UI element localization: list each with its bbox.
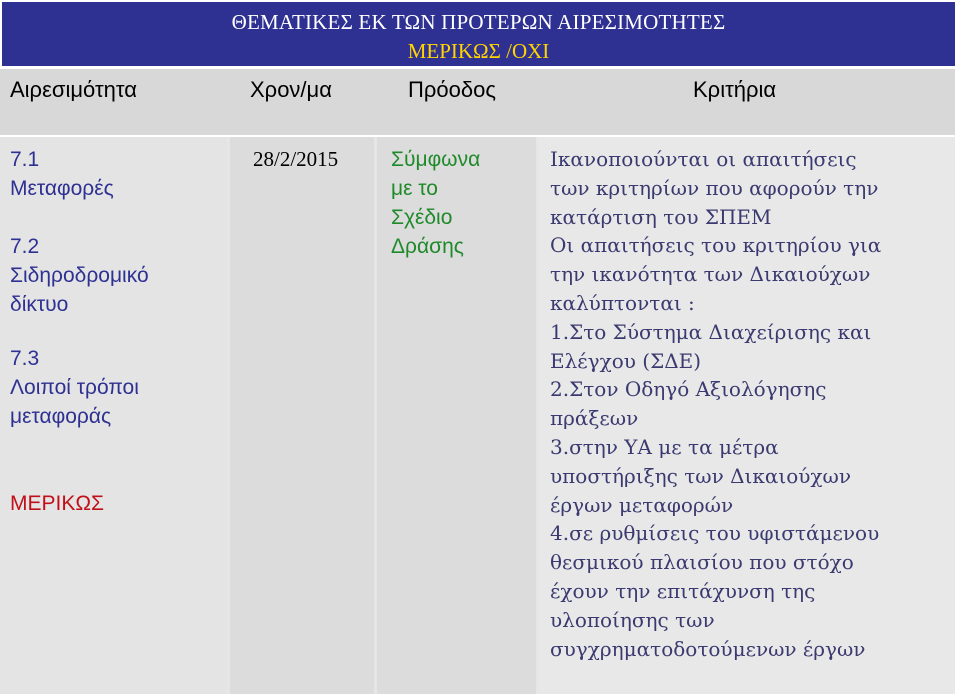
criteria-line: συγχρηματοδοτούμενων έργων (550, 636, 866, 661)
conditionality-line: 7.3 (10, 347, 40, 370)
conditionality-line: 7.1 (10, 148, 40, 171)
criteria-line: πράξεων (550, 406, 639, 431)
criteria-line: κατάρτιση του ΣΠΕΜ (550, 204, 772, 229)
criteria-line: των κριτηρίων που αφορούν την (550, 175, 879, 200)
criteria-line: έχουν την επιτάχυνση της (550, 578, 816, 603)
criteria-line: υποστήριξης των Δικαιούχων (550, 463, 852, 488)
criteria-line: 2.Στον Οδηγό Αξιολόγησης (550, 377, 827, 402)
slide-subtitle: ΜΕΡΙΚΩΣ /ΟΧΙ (407, 39, 550, 63)
progress-line: Σχέδιο (391, 206, 453, 229)
header-criteria: Κριτήρια (693, 77, 777, 102)
header-progress: Πρόοδος (408, 77, 496, 102)
conditionality-line: Μεταφορές (10, 177, 114, 200)
criteria-line: 4.σε ρυθμίσεις του υφιστάμενου (550, 521, 880, 546)
progress-line: Σύμφωνα (391, 148, 481, 171)
criteria-line: θεσμικού πλαισίου που στόχο (550, 550, 854, 575)
header-conditionality: Αιρεσιμότητα (10, 77, 137, 102)
criteria-line: 1.Στο Σύστημα Διαχείρισης και (550, 319, 872, 344)
criteria-line: καλύπτονται : (550, 290, 695, 315)
criteria-line: έργων μεταφορών (550, 492, 734, 517)
progress-line: Δράσης (391, 235, 464, 258)
conditionality-line: μεταφοράς (10, 405, 112, 428)
conditionality-line: Σιδηροδρομικό (10, 264, 149, 287)
progress-line: με το (391, 177, 438, 200)
criteria-line: Οι απαιτήσεις του κριτηρίου για (550, 233, 882, 258)
criteria-line: Ελέγχου (ΣΔΕ) (550, 348, 702, 373)
cell-date (230, 137, 374, 694)
slide-title: ΘΕΜΑΤΙΚΕΣ ΕΚ ΤΩΝ ΠΡΟΤΕΡΩΝ ΑΙΡΕΣΙΜΟΤΗΤΕΣ (231, 10, 726, 34)
criteria-line: την ικανότητα των Δικαιούχων (550, 262, 871, 287)
header-schedule: Χρον/μα (250, 77, 332, 102)
status-badge: ΜΕΡΙΚΩΣ (10, 492, 105, 515)
criteria-line: Ικανοποιούνται οι απαιτήσεις (550, 147, 857, 171)
conditionality-line: Λοιποί τρόποι (10, 376, 139, 399)
table-header-row (0, 69, 955, 135)
conditionality-line: 7.2 (10, 235, 40, 258)
conditionality-line: δίκτυο (10, 293, 69, 316)
criteria-line: 3.στην ΥΑ με τα μέτρα (550, 434, 779, 459)
criteria-text (550, 145, 881, 663)
criteria-line: υλοποίησης των (550, 607, 715, 632)
slide-title-bar (2, 2, 955, 66)
schedule-date: 28/2/2015 (253, 147, 339, 171)
